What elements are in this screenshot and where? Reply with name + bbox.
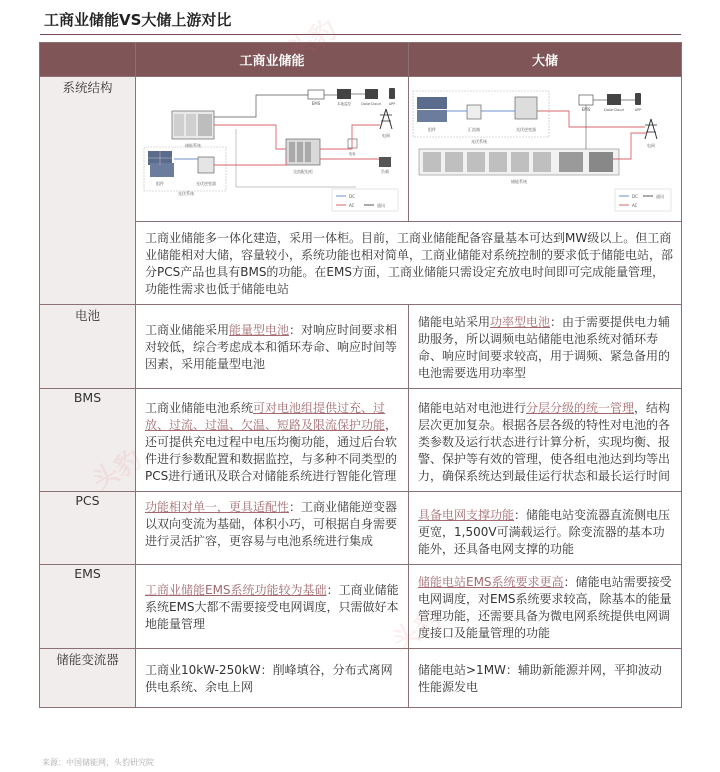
label-app: APP <box>388 102 396 106</box>
bms-utility <box>409 389 682 492</box>
watermark: 头豹 <box>282 14 343 67</box>
meter-icon <box>348 139 357 148</box>
commercial-system-diagram <box>136 77 408 217</box>
wire-ac <box>537 111 645 127</box>
cloud-icon <box>607 94 621 105</box>
highlight: 工商业储能EMS系统功能较为基础 <box>145 583 327 597</box>
legend-dc: DC <box>632 194 638 199</box>
label-panel: 组件 <box>428 127 436 132</box>
label-panel: 组件 <box>156 181 164 186</box>
label-meter: 电表 <box>348 152 356 156</box>
label-app: APP <box>634 108 642 112</box>
converter-commercial: 工商业10kW-250kW：削峰填谷，分布式离网供电系统、余电上网 <box>136 649 409 708</box>
pv-inverter <box>515 97 537 119</box>
legend-comm: 通讯 <box>656 194 664 199</box>
header-row <box>40 43 682 77</box>
legend-ac: AC <box>349 203 355 208</box>
solar-panel-icon <box>148 151 174 177</box>
label-pv-system: 光伏系统 <box>471 139 487 144</box>
text: ：储能电站需要接受电网调度，对EMS系统要求较高，除基本的能量管理功能，还需要具备为微电网系统提供电网调度接口及能量管理的功能 <box>418 575 672 640</box>
storage-rack <box>467 152 485 172</box>
row-battery <box>40 305 682 389</box>
app-icon <box>635 93 641 105</box>
load-icon <box>379 157 391 167</box>
highlight: 能量型电池 <box>229 323 290 337</box>
title-divider <box>40 34 681 35</box>
pv-inverter <box>198 157 214 173</box>
legend-dc: DC <box>349 194 355 199</box>
storage-pcs <box>559 152 583 172</box>
highlight: 功率型电池 <box>490 315 551 329</box>
text: 储能电站对电池进行 <box>418 401 527 415</box>
row-converter <box>40 649 682 708</box>
monitor-icon <box>337 89 351 99</box>
text: ，结构层次更加复杂。根据各层各级的特性对电池的各类参数及运行状态进行计算分析，实现均衡、报警、保护等有效的管理，使各组电池达到均等出力，确保系统达到最佳运行状态和最长运行时间 <box>418 401 671 483</box>
label-pv-system: 光伏系统 <box>178 191 194 196</box>
diagram-commercial <box>136 77 409 222</box>
row-label-converter: 储能变流器 <box>40 649 136 708</box>
storage-cabinet-panel <box>198 114 212 136</box>
label-cloud: DolarCloud <box>604 108 624 112</box>
label-pv-inverter: 光伏逆变器 <box>516 127 536 132</box>
wire-ac <box>214 157 286 165</box>
text: ：储能电站变流器直流侧电压更宽，1,500V可满载运行。除变流器的基本功能外，还具备电网支撑的功能 <box>418 508 671 556</box>
converter-utility: 储能电站>1MW：辅助新能源并网，平抑波动性能源发电 <box>409 649 682 708</box>
storage-cabinet-panel <box>186 114 196 136</box>
label-storage: 储能系统 <box>185 143 201 148</box>
label-monitor: 本地监控 <box>337 102 351 106</box>
row-system <box>40 77 682 222</box>
text: ：工商业储能逆变器以双向变流为基础，体积小巧，可根据自身需要进行灵活扩容，更容易与电池系统进行集成 <box>145 500 398 548</box>
combiner-box <box>467 105 481 119</box>
row-label-pcs: PCS <box>40 492 136 565</box>
storage-cabinet-panel <box>174 114 184 136</box>
text: 工商业储能电池系统 <box>145 401 254 415</box>
storage-rack <box>445 152 463 172</box>
text: ：工商业储能系统EMS大都不需要接受电网调度，只需做好本地能量管理 <box>145 583 399 631</box>
highlight: 储能电站EMS系统要求更高 <box>418 575 564 589</box>
ems-commercial <box>136 565 409 649</box>
legend-frame <box>615 189 671 211</box>
header-utility: 大储 <box>409 43 682 77</box>
ems-box <box>579 95 593 105</box>
row-label-system: 系统结构 <box>40 77 136 305</box>
watermark: 头豹 <box>387 604 448 657</box>
storage-rack <box>533 152 551 172</box>
legend-ac: AC <box>632 203 638 208</box>
text: ，还可提供充电过程中电压均衡功能，通过后台软件进行参数配置和数据监控，与多种不同类型的PCS进行通讯及联合对储能系统进行智能化管理 <box>145 418 398 483</box>
battery-utility <box>409 305 682 389</box>
legend-frame <box>332 189 398 211</box>
header-corner <box>40 43 136 77</box>
ac-cabinet-slot <box>297 142 303 162</box>
row-label-bms: BMS <box>40 389 136 492</box>
utility-system-diagram <box>409 77 681 217</box>
label-load: 负载 <box>381 169 389 174</box>
label-pv-inverter: 光伏逆变器 <box>196 181 216 186</box>
ac-cabinet-slot <box>305 142 311 162</box>
storage-rack <box>489 152 507 172</box>
wire-ac <box>214 125 286 149</box>
solar-panel-icon <box>417 97 447 122</box>
storage-transformer <box>589 152 613 172</box>
label-grid: 电网 <box>647 143 655 148</box>
page-title: 工商业储能VS大储上游对比 <box>44 11 232 29</box>
text: 储能电站采用 <box>418 315 491 329</box>
label-cloud: DolarCloud <box>361 102 381 106</box>
cloud-icon <box>365 89 378 99</box>
text: ：对响应时间要求相对较低，综合考虑成本和循环寿命、响应时间等因素，采用能量型电池 <box>145 323 398 371</box>
label-combiner: 汇流箱 <box>468 127 480 132</box>
highlight: 具备电网支撑功能 <box>418 508 515 522</box>
row-label-ems: EMS <box>40 565 136 649</box>
row-pcs <box>40 492 682 565</box>
row-ems <box>40 565 682 649</box>
label-ems: EMS <box>311 101 321 106</box>
row-label-battery: 电池 <box>40 305 136 389</box>
row-system-desc <box>40 222 682 305</box>
row-bms <box>40 389 682 492</box>
battery-commercial <box>136 305 409 389</box>
label-ac-cabinet: 交流配电柜 <box>293 169 313 174</box>
pcs-utility <box>409 492 682 565</box>
legend-comm: 通讯 <box>377 203 385 208</box>
ac-cabinet-slot <box>289 142 295 162</box>
highlight: 功能相对单一，更具适配性 <box>145 500 290 514</box>
label-storage: 储能系统 <box>511 179 527 184</box>
text: ：由于需要提供电力辅助服务，所以调频电站储能电池系统对循环寿命、响应时间要求较高，用于调频、紧急备用的电池需要选用功率型 <box>418 315 671 380</box>
source-footer: 来源：中国储能网，头豹研究院 <box>42 758 154 767</box>
diagram-utility <box>409 77 682 222</box>
ems-box <box>308 90 324 99</box>
header-commercial: 工商业储能 <box>136 43 409 77</box>
highlight: 分层分级的统一管理 <box>526 401 635 415</box>
grid-tower-icon <box>645 119 657 139</box>
system-description: 工商业储能多一体化建造，采用一体柜。目前，工商业储能配备容量基本可达到MW级以上。但工商业储能相对大储，容量较小，系统功能也相对简单，工商业储能对系统控制的要求低于储能电站，部分PCS产品也具有BMS的功能。在EMS方面，工商业储能只需设定充放电时间即可完成能量管理，功能性需求也低于储能电站 <box>136 222 682 305</box>
app-icon <box>389 88 395 99</box>
storage-rack <box>423 152 441 172</box>
text: 工商业储能采用 <box>145 323 230 337</box>
comparison-table <box>39 42 682 708</box>
ems-utility <box>409 565 682 649</box>
grid-tower-icon <box>380 109 392 129</box>
label-ems: EMS <box>581 107 591 112</box>
storage-rack <box>511 152 529 172</box>
pcs-commercial <box>136 492 409 565</box>
label-grid: 电网 <box>382 133 390 138</box>
bms-commercial <box>136 389 409 492</box>
wire-comm <box>214 95 308 117</box>
highlight: 可对电池组提供过充、过放、过流、过温、欠温、短路及限流保护功能 <box>145 401 386 432</box>
